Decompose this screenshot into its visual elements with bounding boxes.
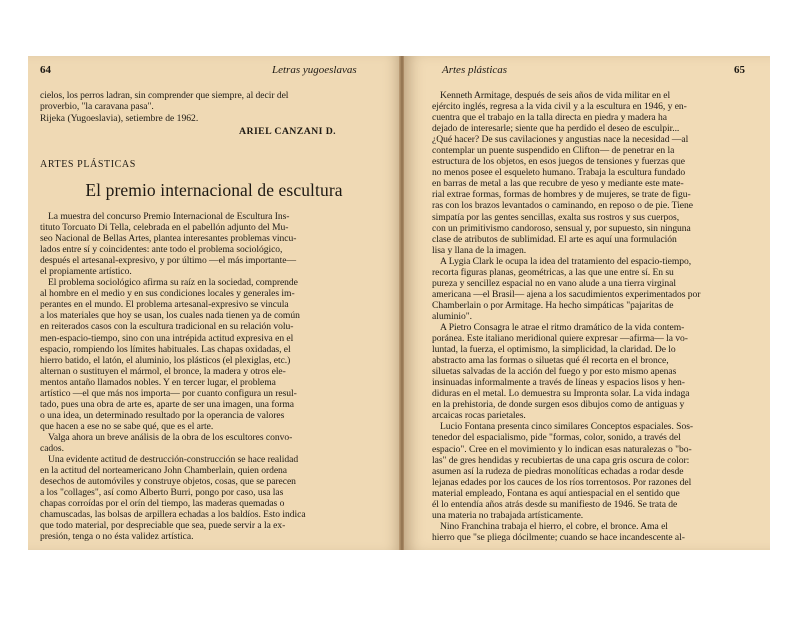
section-label: ARTES PLÁSTICAS xyxy=(40,159,136,170)
text-line: el propiamente artístico. xyxy=(40,266,132,278)
text-line: al hombre en el medio y en sus condiciones locales y generales im- xyxy=(40,288,295,300)
text-line: seo Nacional de Bellas Artes, plantea interesantes problemas vincu- xyxy=(40,233,297,245)
text-line: en la prehistoria, de donde surgen esos dibujos como de antiguas y xyxy=(432,399,685,411)
text-line: lejanas edades por los cauces de los ríos torrentosos. Por razones del xyxy=(432,476,692,488)
text-line: mentos antaño llamados nobles. Y en tercer lugar, el problema xyxy=(40,376,276,388)
text-line: tenedor del espacialismo, pide "formas, color, sonido, a través del xyxy=(432,432,681,444)
text-line: poránea. Este italiano meridional quiere expresar —afirma— la vo- xyxy=(432,333,688,345)
text-line: hierro que "se pliega dócilmente; cuando se hace incandescente al- xyxy=(432,531,685,543)
text-line: luntad, la fuerza, el optimismo, la simplicidad, la claridad. De lo xyxy=(432,344,676,356)
text-line: rial extrae formas, formas de hombres y de mujeres, se trate de figu- xyxy=(432,189,691,201)
text-line: simpatía por las gentes sencillas, exalta sus rostros y sus cuerpos, xyxy=(432,211,680,223)
text-line: con un primitivismo candoroso, sensual y, por supuesto, sin ninguna xyxy=(432,222,691,234)
text-line: en reiterados casos con la escultura tradicional en su relación volu- xyxy=(40,321,294,333)
page-number-left: 64 xyxy=(40,64,51,76)
text-line: proverbio, "la caravana pasa". xyxy=(40,101,154,113)
text-line: ¿Qué hacer? De sus cavilaciones y angustias nace la necesidad —al xyxy=(432,134,689,146)
text-line: perantes en el mundo. El problema artesanal-expresivo se vincula xyxy=(40,299,289,311)
text-line: lados entre sí y coincidentes: ante todo el problema sociológico, xyxy=(40,244,283,256)
text-line: Valga ahora un breve análisis de la obra de los escultores convo- xyxy=(48,431,293,443)
text-line: ejército inglés, regresa a la vida civil y a la escultura en 1946, y en- xyxy=(432,101,687,113)
text-line: las" de gres hendidas y recubiertas de una capa gris oscura de color: xyxy=(432,454,690,466)
text-line: El problema sociológico afirma su raíz en la sociedad, comprende xyxy=(48,277,298,289)
text-line: cados. xyxy=(40,442,64,454)
text-line: alternan o sustituyen el mármol, el bronce, la madera y otros ele- xyxy=(40,365,286,377)
signature-place: Rijeka (Yugoeslavia), setiembre de 1962. xyxy=(40,113,199,124)
text-line: Kenneth Armitage, después de seis años de vida militar en el xyxy=(440,90,671,101)
text-line: tado, pues una obra de arte es, aparte de ser una imagen, una forma xyxy=(40,398,294,410)
article-title: El premio internacional de escultura xyxy=(85,180,343,200)
text-line: Nino Franchina trabaja el hierro, el cobre, el bronce. Ama el xyxy=(440,520,668,532)
article-body-left xyxy=(40,211,306,542)
text-line: chapas corroídas por el orín del tiempo, las maderas quemadas o xyxy=(40,498,285,510)
text-line: estructura de los objetos, en esos juegos de tensiones y fuerzas que xyxy=(432,156,685,168)
text-line: arcaicas rocas parietales. xyxy=(432,410,526,422)
text-line: diduras en el metal. Lo demuestra su Impronta solar. La vida indaga xyxy=(432,388,690,400)
text-line: insinuadas informalmente a través de líneas y espacios lisos y hen- xyxy=(432,377,685,389)
running-head-right: Artes plásticas xyxy=(442,64,508,76)
text-line: presión, tenga o no ésta validez artística. xyxy=(40,531,194,543)
text-line: Una evidente actitud de destrucción-construcción se hace realidad xyxy=(48,454,299,466)
text-line: o una idea, un determinado resultado por la operancia de valores xyxy=(40,409,285,421)
article-body-right xyxy=(432,90,700,543)
text-line: en la actitud del norteamericano John Chamberlain, quien ordena xyxy=(40,465,287,477)
text-line: lisa y llana de la imagen. xyxy=(432,244,527,256)
text-line: una materia no trabajada artísticamente. xyxy=(432,509,584,521)
text-line: tituto Torcuato Di Tella, celebrada en el pabellón adjunto del Mu- xyxy=(40,222,289,234)
text-line: espacio, rompiendo los límites habituales. Las chapas oxidadas, el xyxy=(40,343,291,355)
text-line: Lucio Fontana presenta cinco similares Conceptos espaciales. Sos- xyxy=(440,421,694,433)
text-line: espacio". Cree en el movimiento y lo indican esas naturalezas o "bo- xyxy=(432,443,692,455)
text-line: dejado de interesarle; siente que ha perdido el deseo de esculpir... xyxy=(432,123,680,135)
text-line: cuentra que el trabajo en la talla directa en piedra y madera ha xyxy=(432,112,667,124)
text-line: a los materiales que hoy se usan, los cuales nada tienen ya de común xyxy=(40,310,300,322)
text-line: cielos, los perros ladran, sin comprender que siempre, al decir del xyxy=(40,90,289,101)
running-head-left: Letras yugoeslavas xyxy=(272,64,357,76)
text-line: aluminio". xyxy=(432,310,472,322)
text-line: material empleado, Fontana es aquí antiespacial en el sentido que xyxy=(432,487,680,499)
text-line: desechos de automóviles y construye objetos, cosas, que se parecen xyxy=(40,476,296,488)
text-line: artístico —el que más nos importa— por cuanto configura un resul- xyxy=(40,387,297,399)
text-line: A Lygia Clark le ocupa la idea del tratamiento del espacio-tiempo, xyxy=(440,255,692,267)
text-line: después el artesanal-expresivo, y por último —el más importante— xyxy=(40,255,297,267)
book-spread xyxy=(28,56,770,550)
right-page xyxy=(404,56,770,550)
text-line: americana —el Brasil— ajena a los sacudimientos experimentados por xyxy=(432,288,701,300)
left-page xyxy=(28,56,400,550)
text-line: en barras de metal a las que recubre de yeso y mediante este mate- xyxy=(432,178,684,190)
text-line: abstracto ama las formas o siluetas qué él recorta en el bronce, xyxy=(432,355,669,367)
text-line: recorta figuras planas, geométricas, a las que une entre sí. En su xyxy=(432,266,674,278)
text-line: clase de atributos de sublimidad. El arte es aquí una formulación xyxy=(432,233,677,245)
text-line: no menos posee el esqueleto humano. Trabaja la escultura fundado xyxy=(432,167,686,179)
page-number-right: 65 xyxy=(734,64,745,76)
text-line: que hacen a ese no se sabe qué, que es el arte. xyxy=(40,420,214,432)
text-line: ras con los brazos levantados o caminando, en reposo o de pie. Tiene xyxy=(432,200,693,212)
text-line: A Pietro Consagra le atrae el ritmo dramático de la vida contem- xyxy=(440,321,685,333)
text-line: siluetas salvadas de la acción del fuego y por esto mismo apenas xyxy=(432,366,677,378)
signature-name: ARIEL CANZANI D. xyxy=(239,126,337,137)
text-line: hierro batido, el latón, el aluminio, los plásticos (el plexiglas, etc.) xyxy=(40,354,291,366)
text-line: Chamberlain o por Armitage. Ha hecho simpáticas "pajaritas de xyxy=(432,299,674,311)
continuation-text xyxy=(40,90,288,112)
text-line: él lo entendía años atrás desde su manifiesto de 1946. Se trata de xyxy=(432,498,678,510)
text-line: chamuscadas, las bolsas de arpillera echadas a los baldíos. Esto indica xyxy=(40,509,306,521)
text-line: asumen así la rudeza de piedras monolíticas echadas a rodar desde xyxy=(432,465,684,477)
text-line: a los "collages", así como Alberto Burri, pongo por caso, usa las xyxy=(40,487,284,499)
text-line: men-espacio-tiempo, sino con una intrépida actitud expresiva en el xyxy=(40,332,294,344)
text-line: contemplar un puente suspendido en Clifton— de penetrar en la xyxy=(432,145,675,157)
text-line: pureza y sencillez espacial no en vano alude a una tierra virginal xyxy=(432,277,676,289)
text-line: que todo material, por despreciable que sea, puede servir a la ex- xyxy=(40,520,286,532)
text-line: La muestra del concurso Premio Internacional de Escultura Ins- xyxy=(48,211,290,222)
